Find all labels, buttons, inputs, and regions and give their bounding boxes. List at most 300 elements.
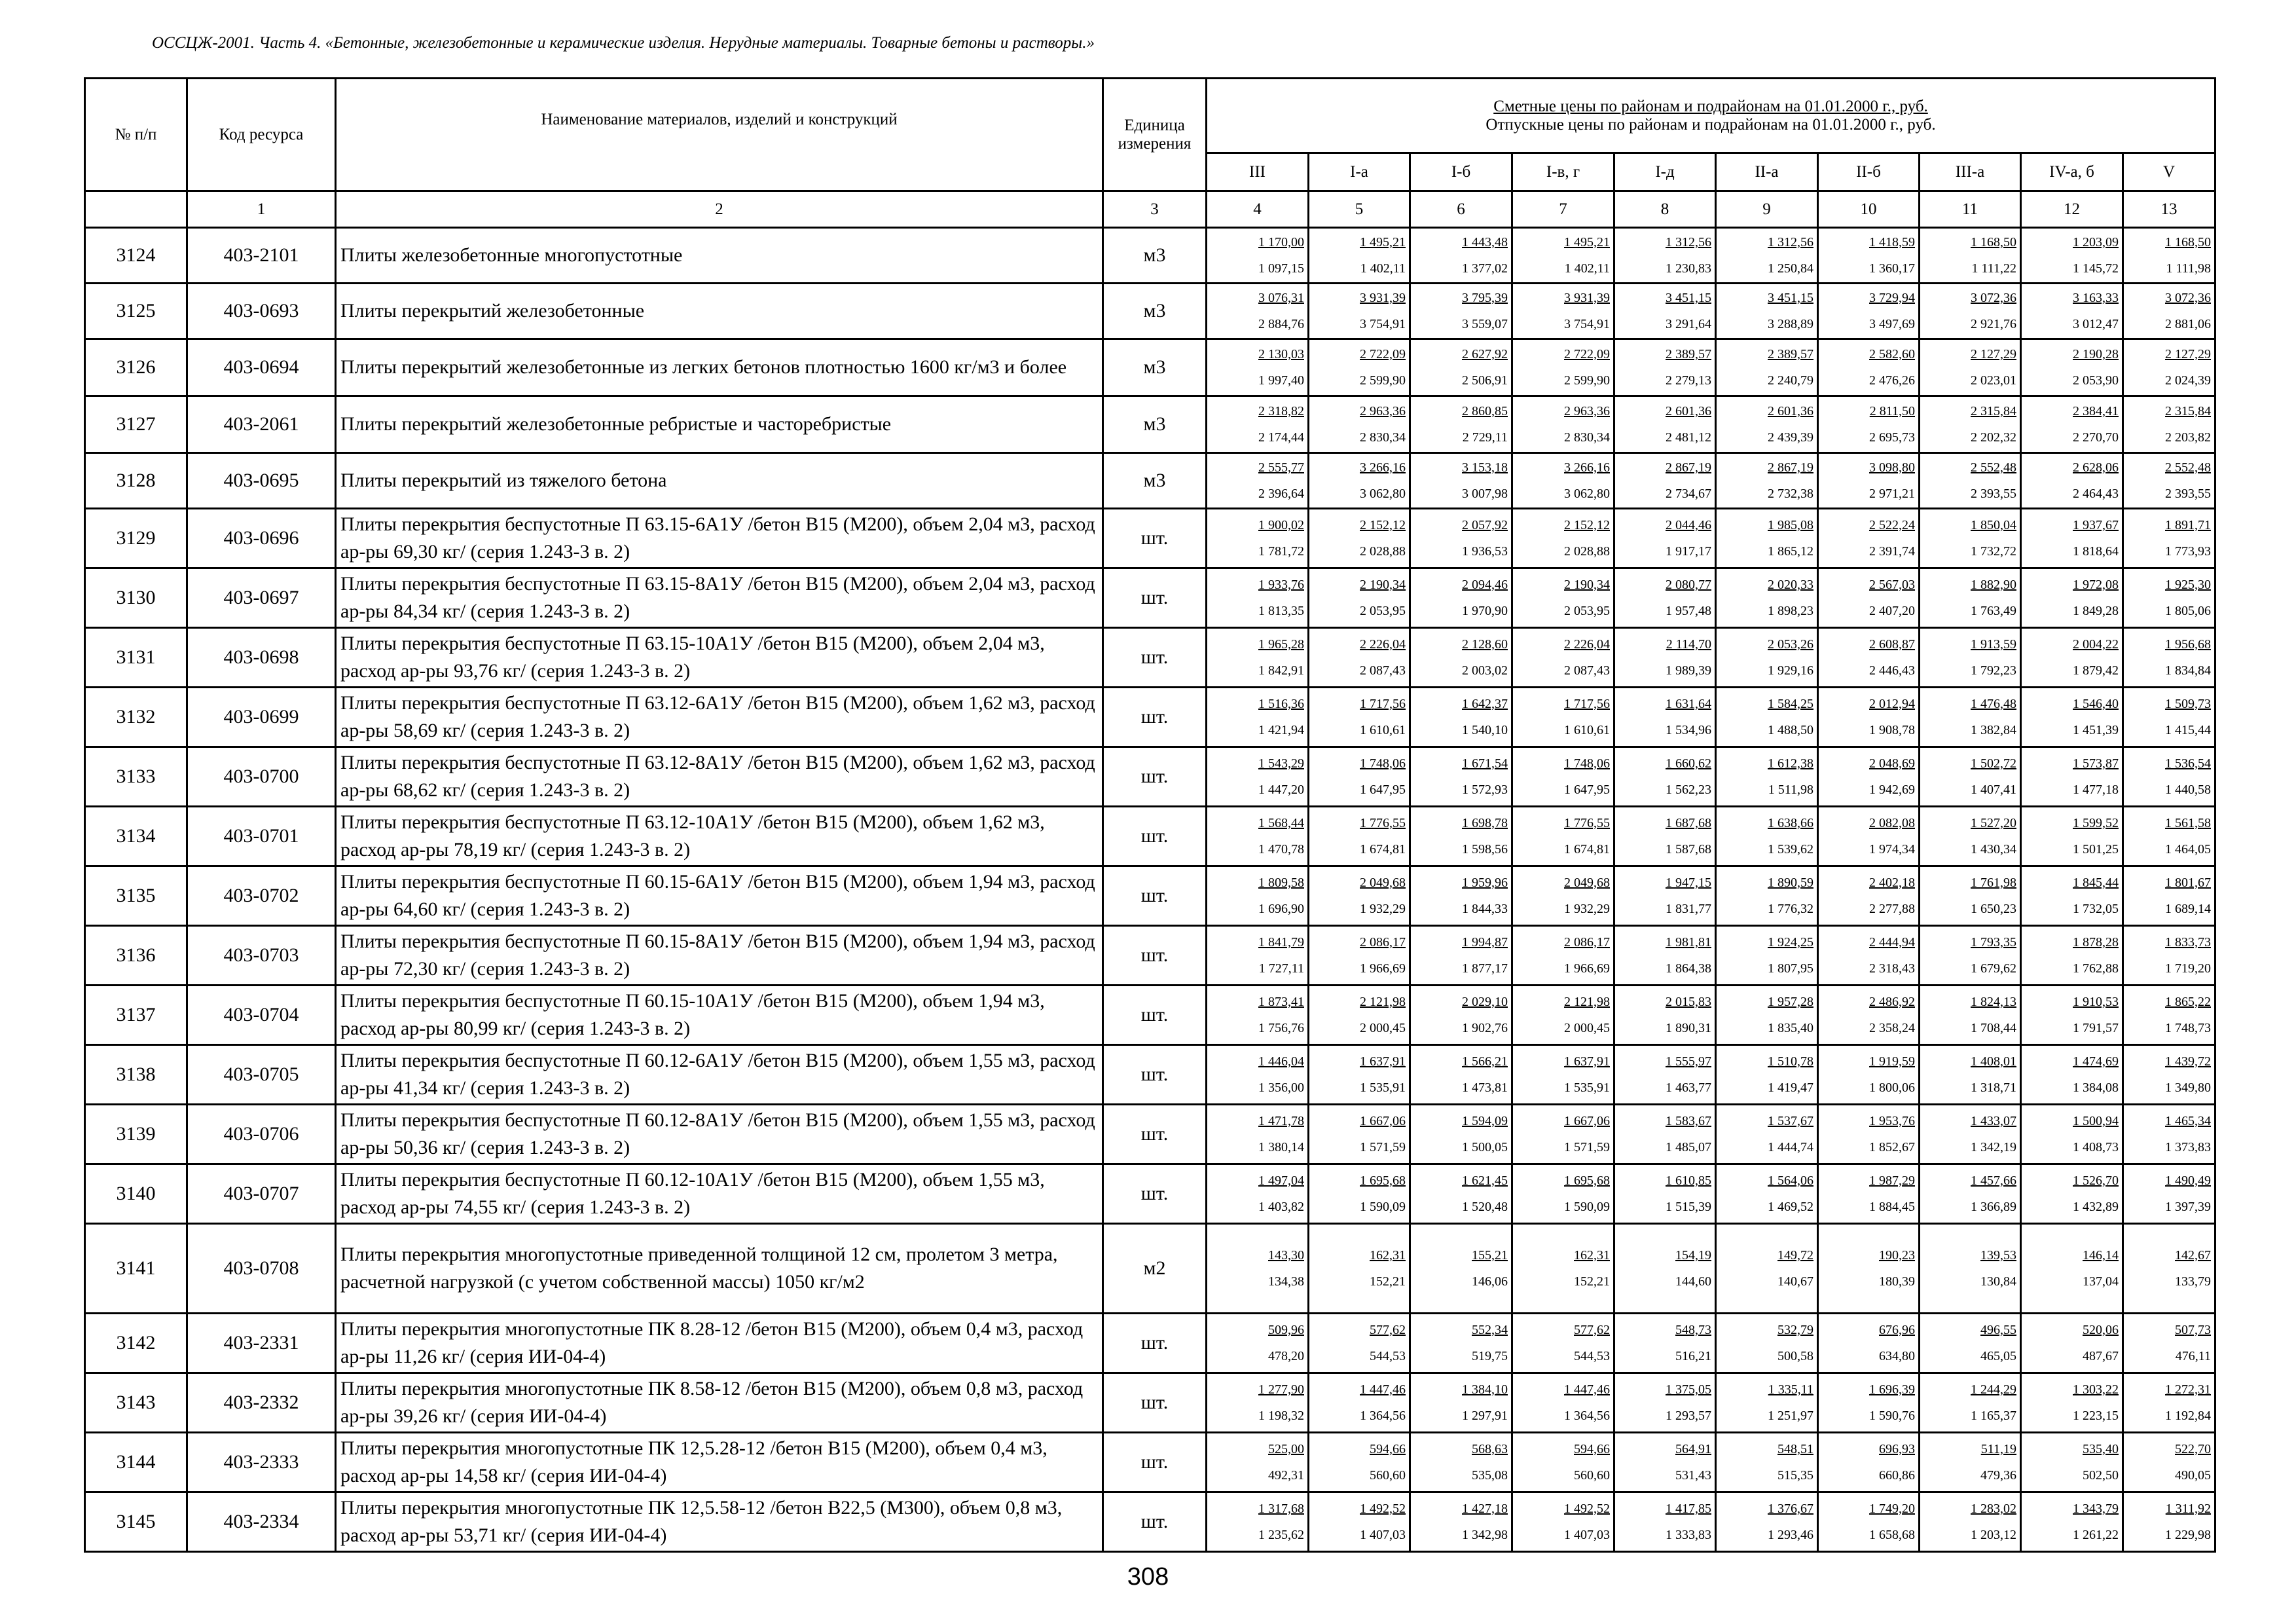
estimate-price: 1 500,94 xyxy=(2073,1114,2119,1128)
resource-code: 403-0708 xyxy=(187,1224,336,1314)
release-price: 130,84 xyxy=(1980,1274,2016,1289)
estimate-price: 2 128,60 xyxy=(1462,637,1508,652)
price-cell xyxy=(2021,284,2123,339)
material-name: Плиты перекрытия беспустотные П 63.12-10А1У /бетон В15 (М200), объем 1,62 м3, расход ар-ры 78,19 кг/ (серия 1.243-3 в. 2) xyxy=(336,807,1103,866)
price-cell xyxy=(2123,1224,2215,1314)
estimate-price: 1 376,67 xyxy=(1768,1502,1813,1516)
price-cell xyxy=(1716,628,1818,688)
release-price: 2 830,34 xyxy=(1564,430,1610,445)
estimate-price: 548,73 xyxy=(1675,1323,1711,1337)
price-cell xyxy=(2123,1045,2215,1105)
release-price: 2 881,06 xyxy=(2165,317,2212,331)
price-cell xyxy=(2021,1105,2123,1164)
price-cell xyxy=(1920,1373,2021,1433)
price-cell xyxy=(1716,1433,1818,1492)
price-cell xyxy=(1410,1373,1512,1433)
release-price: 2 023,01 xyxy=(1971,373,2016,388)
estimate-price: 1 642,37 xyxy=(1462,697,1508,711)
release-price: 3 062,80 xyxy=(1564,487,1610,501)
estimate-price: 1 987,29 xyxy=(1869,1173,1915,1188)
release-price: 2 174,44 xyxy=(1258,430,1304,445)
estimate-price: 2 627,92 xyxy=(1462,347,1508,361)
release-price: 2 464,43 xyxy=(2073,487,2119,501)
release-price: 1 515,39 xyxy=(1666,1200,1711,1214)
estimate-price: 2 049,68 xyxy=(1564,876,1610,890)
estimate-price: 1 878,28 xyxy=(2073,935,2119,950)
release-price: 140,67 xyxy=(1777,1274,1813,1289)
release-price: 1 535,91 xyxy=(1360,1080,1406,1095)
estimate-price: 2 082,08 xyxy=(1869,816,1915,830)
price-cell xyxy=(1309,568,1410,628)
estimate-price: 143,30 xyxy=(1268,1248,1304,1263)
release-price: 2 318,43 xyxy=(1869,961,1915,976)
release-price: 1 908,78 xyxy=(1869,723,1915,737)
estimate-price: 525,00 xyxy=(1268,1442,1304,1456)
material-name: Плиты перекрытий железобетонные xyxy=(336,284,1103,339)
price-cell xyxy=(1410,688,1512,747)
release-price: 1 464,05 xyxy=(2165,842,2212,857)
price-cell xyxy=(1309,453,1410,509)
estimate-price: 162,31 xyxy=(1370,1248,1406,1263)
unit: м3 xyxy=(1103,284,1207,339)
resource-code: 403-0699 xyxy=(187,688,336,747)
price-cell xyxy=(1512,1164,1614,1224)
release-price: 1 834,84 xyxy=(2165,663,2212,678)
price-cell xyxy=(1716,866,1818,926)
price-cell xyxy=(1716,1164,1818,1224)
release-price: 1 932,29 xyxy=(1564,902,1610,916)
unit: шт. xyxy=(1103,688,1207,747)
estimate-price: 139,53 xyxy=(1980,1248,2016,1263)
price-cell xyxy=(1410,568,1512,628)
release-price: 1 111,98 xyxy=(2166,261,2212,276)
estimate-price: 2 086,17 xyxy=(1564,935,1610,950)
price-cell xyxy=(1818,926,1920,986)
estimate-price: 3 266,16 xyxy=(1360,460,1406,475)
release-price: 1 535,91 xyxy=(1564,1080,1610,1095)
estimate-price: 1 761,98 xyxy=(1971,876,2016,890)
material-name: Плиты перекрытий железобетонные из легких бетонов плотностью 1600 кг/м3 и более xyxy=(336,339,1103,396)
col-header-unit: Единица измерения xyxy=(1103,79,1207,191)
estimate-price: 1 490,49 xyxy=(2165,1173,2212,1188)
estimate-price: 1 660,62 xyxy=(1666,756,1711,771)
price-cell xyxy=(1410,1164,1512,1224)
release-price: 1 251,97 xyxy=(1768,1409,1813,1423)
estimate-price: 1 573,87 xyxy=(2073,756,2119,771)
price-cell xyxy=(1207,339,1309,396)
price-cell xyxy=(1716,807,1818,866)
estimate-price: 1 277,90 xyxy=(1258,1382,1304,1397)
price-cell xyxy=(1512,628,1614,688)
release-price: 2 729,11 xyxy=(1462,430,1508,445)
release-price: 1 469,52 xyxy=(1768,1200,1813,1214)
release-price: 2 481,12 xyxy=(1666,430,1711,445)
col-header-prices xyxy=(1207,79,2215,153)
release-price: 1 813,35 xyxy=(1258,604,1304,618)
estimate-price: 2 114,70 xyxy=(1666,637,1711,652)
release-price: 1 902,76 xyxy=(1462,1021,1508,1035)
release-price: 2 053,95 xyxy=(1360,604,1406,618)
release-price: 2 203,82 xyxy=(2165,430,2212,445)
estimate-price: 1 509,73 xyxy=(2165,697,2212,711)
unit: шт. xyxy=(1103,568,1207,628)
release-price: 1 647,95 xyxy=(1564,783,1610,797)
release-price: 1 818,64 xyxy=(2073,544,2119,559)
estimate-price: 1 637,91 xyxy=(1360,1054,1406,1069)
price-cell xyxy=(1512,986,1614,1045)
resource-code: 403-0707 xyxy=(187,1164,336,1224)
estimate-price: 2 522,24 xyxy=(1869,518,1915,532)
release-price: 1 377,02 xyxy=(1462,261,1508,276)
price-cell xyxy=(1716,1105,1818,1164)
release-price: 1 807,95 xyxy=(1768,961,1813,976)
release-price: 2 506,91 xyxy=(1462,373,1508,388)
release-price: 2 732,38 xyxy=(1768,487,1813,501)
price-cell xyxy=(2123,509,2215,568)
release-price: 2 407,20 xyxy=(1869,604,1915,618)
estimate-price: 1 749,20 xyxy=(1869,1502,1915,1516)
price-cell xyxy=(1818,1105,1920,1164)
price-cell xyxy=(1716,1045,1818,1105)
estimate-price: 2 130,03 xyxy=(1258,347,1304,361)
release-price: 3 497,69 xyxy=(1869,317,1915,331)
estimate-price: 1 667,06 xyxy=(1564,1114,1610,1128)
release-price: 1 762,88 xyxy=(2073,961,2119,976)
price-cell xyxy=(1920,986,2021,1045)
price-cell xyxy=(1716,1492,1818,1552)
column-number: 2 xyxy=(336,191,1103,228)
release-price: 1 403,82 xyxy=(1258,1200,1304,1214)
release-price: 1 198,32 xyxy=(1258,1409,1304,1423)
release-price: 1 610,61 xyxy=(1360,723,1406,737)
unit: м3 xyxy=(1103,453,1207,509)
release-price: 1 447,20 xyxy=(1258,783,1304,797)
release-price: 1 587,68 xyxy=(1666,842,1711,857)
release-price: 1 250,84 xyxy=(1768,261,1813,276)
estimate-price: 2 020,33 xyxy=(1768,578,1813,592)
material-name: Плиты перекрытия беспустотные П 63.15-8А1У /бетон В15 (М200), объем 2,04 м3, расход ар-ры 84,34 кг/ (серия 1.243-3 в. 2) xyxy=(336,568,1103,628)
resource-code: 403-0705 xyxy=(187,1045,336,1105)
release-price: 1 689,14 xyxy=(2165,902,2212,916)
price-cell xyxy=(2021,1373,2123,1433)
price-cell xyxy=(2123,284,2215,339)
estimate-price: 3 931,39 xyxy=(1564,291,1610,305)
release-price: 478,20 xyxy=(1268,1349,1304,1363)
release-price: 133,79 xyxy=(2175,1274,2212,1289)
release-price: 3 559,07 xyxy=(1462,317,1508,331)
estimate-price: 1 891,71 xyxy=(2165,518,2212,532)
estimate-price: 3 451,15 xyxy=(1666,291,1711,305)
table-row xyxy=(85,1224,2215,1314)
release-price: 2 087,43 xyxy=(1360,663,1406,678)
material-name: Плиты перекрытий из тяжелого бетона xyxy=(336,453,1103,509)
estimate-price: 1 502,72 xyxy=(1971,756,2016,771)
release-price: 2 202,32 xyxy=(1971,430,2016,445)
price-cell xyxy=(1920,1164,2021,1224)
estimate-price: 1 924,25 xyxy=(1768,935,1813,950)
resource-code: 403-2333 xyxy=(187,1433,336,1492)
material-name: Плиты перекрытия беспустотные П 63.12-8А1У /бетон В15 (М200), объем 1,62 м3, расход ар-ры 68,62 кг/ (серия 1.243-3 в. 2) xyxy=(336,747,1103,807)
estimate-price: 2 057,92 xyxy=(1462,518,1508,532)
estimate-price: 1 873,41 xyxy=(1258,995,1304,1009)
price-cell xyxy=(1614,926,1716,986)
price-cell xyxy=(1920,747,2021,807)
table-row xyxy=(85,807,2215,866)
release-price: 1 884,45 xyxy=(1869,1200,1915,1214)
release-price: 1 590,76 xyxy=(1869,1409,1915,1423)
resource-code: 403-2101 xyxy=(187,228,336,284)
price-cell xyxy=(1309,396,1410,453)
release-price: 1 230,83 xyxy=(1666,261,1711,276)
estimate-price: 696,93 xyxy=(1879,1442,1915,1456)
unit: шт. xyxy=(1103,1373,1207,1433)
estimate-price: 3 266,16 xyxy=(1564,460,1610,475)
release-price: 2 053,95 xyxy=(1564,604,1610,618)
release-price: 1 831,77 xyxy=(1666,902,1711,916)
estimate-price: 511,19 xyxy=(1980,1442,2016,1456)
estimate-price: 1 168,50 xyxy=(2165,235,2212,249)
row-number: 3128 xyxy=(85,453,187,509)
table-row xyxy=(85,1492,2215,1552)
release-price: 1 658,68 xyxy=(1869,1528,1915,1542)
price-cell xyxy=(1920,509,2021,568)
column-number: 9 xyxy=(1716,191,1818,228)
release-price: 1 974,34 xyxy=(1869,842,1915,857)
estimate-price: 2 127,29 xyxy=(2165,347,2212,361)
release-price: 1 477,18 xyxy=(2073,783,2119,797)
price-cell xyxy=(1309,1314,1410,1373)
row-number: 3135 xyxy=(85,866,187,926)
release-price: 502,50 xyxy=(2083,1468,2119,1483)
row-number: 3133 xyxy=(85,747,187,807)
estimate-price: 2 722,09 xyxy=(1360,347,1406,361)
row-number: 3136 xyxy=(85,926,187,986)
release-price: 1 877,17 xyxy=(1462,961,1508,976)
table-row xyxy=(85,284,2215,339)
release-price: 1 571,59 xyxy=(1564,1140,1610,1154)
release-price: 2 599,90 xyxy=(1360,373,1406,388)
price-cell xyxy=(1614,1105,1716,1164)
unit: шт. xyxy=(1103,509,1207,568)
column-number: 6 xyxy=(1410,191,1512,228)
price-cell xyxy=(1512,284,1614,339)
price-cell xyxy=(1512,453,1614,509)
estimate-price: 1 537,67 xyxy=(1768,1114,1813,1128)
estimate-price: 2 086,17 xyxy=(1360,935,1406,950)
unit: м3 xyxy=(1103,396,1207,453)
price-cell xyxy=(1410,1314,1512,1373)
price-cell xyxy=(2123,688,2215,747)
release-price: 1 756,76 xyxy=(1258,1021,1304,1035)
release-price: 490,05 xyxy=(2175,1468,2212,1483)
region-header: I-б xyxy=(1410,153,1512,191)
region-header: II-б xyxy=(1818,153,1920,191)
price-cell xyxy=(1614,986,1716,1045)
estimate-price: 2 860,85 xyxy=(1462,404,1508,418)
price-cell xyxy=(1512,926,1614,986)
price-cell xyxy=(1614,1492,1716,1552)
release-price: 2 000,45 xyxy=(1360,1021,1406,1035)
release-price: 2 921,76 xyxy=(1971,317,2016,331)
release-price: 560,60 xyxy=(1370,1468,1406,1483)
estimate-price: 3 795,39 xyxy=(1462,291,1508,305)
row-number: 3139 xyxy=(85,1105,187,1164)
price-cell xyxy=(1818,339,1920,396)
column-number: 1 xyxy=(187,191,336,228)
release-price: 492,31 xyxy=(1268,1468,1304,1483)
release-price: 1 261,22 xyxy=(2073,1528,2119,1542)
release-price: 1 647,95 xyxy=(1360,783,1406,797)
price-cell xyxy=(1920,866,2021,926)
price-cell xyxy=(1410,747,1512,807)
resource-code: 403-2334 xyxy=(187,1492,336,1552)
price-cell xyxy=(1920,1105,2021,1164)
prices-header-release: Отпускные цены по районам и подрайонам на 01.01.2000 г., руб. xyxy=(1485,115,1936,134)
estimate-price: 154,19 xyxy=(1675,1248,1711,1263)
unit: м3 xyxy=(1103,339,1207,396)
resource-code: 403-0698 xyxy=(187,628,336,688)
estimate-price: 1 408,01 xyxy=(1971,1054,2016,1069)
price-cell xyxy=(1614,1433,1716,1492)
estimate-price: 552,34 xyxy=(1472,1323,1508,1337)
price-cell xyxy=(1716,228,1818,284)
release-price: 3 007,98 xyxy=(1462,487,1508,501)
resource-code: 403-0694 xyxy=(187,339,336,396)
release-price: 1 957,48 xyxy=(1666,604,1711,618)
release-price: 1 539,62 xyxy=(1768,842,1813,857)
release-price: 2 695,73 xyxy=(1869,430,1915,445)
price-cell xyxy=(1207,688,1309,747)
col-header-name: Наименование материалов, изделий и конструкций xyxy=(336,79,1103,191)
price-cell xyxy=(2123,986,2215,1045)
estimate-price: 2 555,77 xyxy=(1258,460,1304,475)
price-cell xyxy=(1614,688,1716,747)
estimate-price: 594,66 xyxy=(1370,1442,1406,1456)
price-cell xyxy=(1614,509,1716,568)
release-price: 2 599,90 xyxy=(1564,373,1610,388)
price-cell xyxy=(1309,628,1410,688)
price-cell xyxy=(1512,747,1614,807)
price-cell xyxy=(2021,1164,2123,1224)
table-row xyxy=(85,866,2215,926)
price-cell xyxy=(1309,228,1410,284)
release-price: 2 000,45 xyxy=(1564,1021,1610,1035)
price-cell xyxy=(1512,228,1614,284)
estimate-price: 1 687,68 xyxy=(1666,816,1711,830)
price-cell xyxy=(1207,1492,1309,1552)
price-cell xyxy=(1512,1105,1614,1164)
release-price: 1 800,06 xyxy=(1869,1080,1915,1095)
estimate-price: 2 867,19 xyxy=(1666,460,1711,475)
estimate-price: 1 244,29 xyxy=(1971,1382,2016,1397)
price-cell xyxy=(1920,807,2021,866)
release-price: 1 890,31 xyxy=(1666,1021,1711,1035)
estimate-price: 577,62 xyxy=(1574,1323,1610,1337)
row-number: 3142 xyxy=(85,1314,187,1373)
release-price: 1 415,44 xyxy=(2165,723,2212,737)
release-price: 180,39 xyxy=(1879,1274,1915,1289)
estimate-price: 1 667,06 xyxy=(1360,1114,1406,1128)
price-cell xyxy=(1614,1314,1716,1373)
region-header: III xyxy=(1207,153,1309,191)
release-price: 1 111,22 xyxy=(1971,261,2016,276)
release-price: 1 408,73 xyxy=(2073,1140,2119,1154)
material-name: Плиты перекрытия беспустотные П 60.12-6А1У /бетон В15 (М200), объем 1,55 м3, расход ар-ры 41,34 кг/ (серия 1.243-3 в. 2) xyxy=(336,1045,1103,1105)
estimate-price: 1 865,22 xyxy=(2165,995,2212,1009)
release-price: 2 277,88 xyxy=(1869,902,1915,916)
price-cell xyxy=(1309,747,1410,807)
resource-code: 403-0706 xyxy=(187,1105,336,1164)
release-price: 2 476,26 xyxy=(1869,373,1915,388)
page-number: 308 xyxy=(1127,1563,1169,1591)
row-number: 3137 xyxy=(85,986,187,1045)
row-number: 3132 xyxy=(85,688,187,747)
estimate-price: 1 882,90 xyxy=(1971,578,2016,592)
price-cell xyxy=(1410,986,1512,1045)
price-cell xyxy=(1920,396,2021,453)
release-price: 2 391,74 xyxy=(1869,544,1915,559)
price-cell xyxy=(1614,1045,1716,1105)
estimate-price: 1 303,22 xyxy=(2073,1382,2119,1397)
price-cell xyxy=(1309,1045,1410,1105)
price-cell xyxy=(1309,866,1410,926)
price-cell xyxy=(1410,1105,1512,1164)
price-cell xyxy=(2123,1105,2215,1164)
region-header: I-а xyxy=(1309,153,1410,191)
release-price: 3 291,64 xyxy=(1666,317,1711,331)
release-price: 1 852,67 xyxy=(1869,1140,1915,1154)
price-cell xyxy=(1512,688,1614,747)
estimate-price: 2 963,36 xyxy=(1564,404,1610,418)
release-price: 1 732,72 xyxy=(1971,544,2016,559)
estimate-price: 2 080,77 xyxy=(1666,578,1711,592)
resource-code: 403-0700 xyxy=(187,747,336,807)
price-cell xyxy=(1614,747,1716,807)
price-cell xyxy=(2123,628,2215,688)
release-price: 2 393,55 xyxy=(2165,487,2212,501)
release-price: 465,05 xyxy=(1980,1349,2016,1363)
price-cell xyxy=(2021,807,2123,866)
price-cell xyxy=(1818,509,1920,568)
price-cell xyxy=(1207,568,1309,628)
release-price: 137,04 xyxy=(2083,1274,2119,1289)
row-number: 3130 xyxy=(85,568,187,628)
price-cell xyxy=(2123,1314,2215,1373)
release-price: 500,58 xyxy=(1777,1349,1813,1363)
release-price: 1 501,25 xyxy=(2073,842,2119,857)
release-price: 1 440,58 xyxy=(2165,783,2212,797)
estimate-price: 2 315,84 xyxy=(2165,404,2212,418)
estimate-price: 1 497,04 xyxy=(1258,1173,1304,1188)
estimate-price: 2 121,98 xyxy=(1360,995,1406,1009)
estimate-price: 2 152,12 xyxy=(1360,518,1406,532)
estimate-price: 1 913,59 xyxy=(1971,637,2016,652)
price-cell xyxy=(2021,866,2123,926)
estimate-price: 1 433,07 xyxy=(1971,1114,2016,1128)
resource-code: 403-0701 xyxy=(187,807,336,866)
estimate-price: 1 612,38 xyxy=(1768,756,1813,771)
price-cell xyxy=(2123,568,2215,628)
estimate-price: 2 601,36 xyxy=(1666,404,1711,418)
estimate-price: 1 801,67 xyxy=(2165,876,2212,890)
price-cell xyxy=(1512,1373,1614,1433)
price-cell xyxy=(1818,568,1920,628)
release-price: 2 396,64 xyxy=(1258,487,1304,501)
estimate-price: 1 959,96 xyxy=(1462,876,1508,890)
region-header: II-а xyxy=(1716,153,1818,191)
price-cell xyxy=(2021,1492,2123,1552)
estimate-price: 1 447,46 xyxy=(1360,1382,1406,1397)
